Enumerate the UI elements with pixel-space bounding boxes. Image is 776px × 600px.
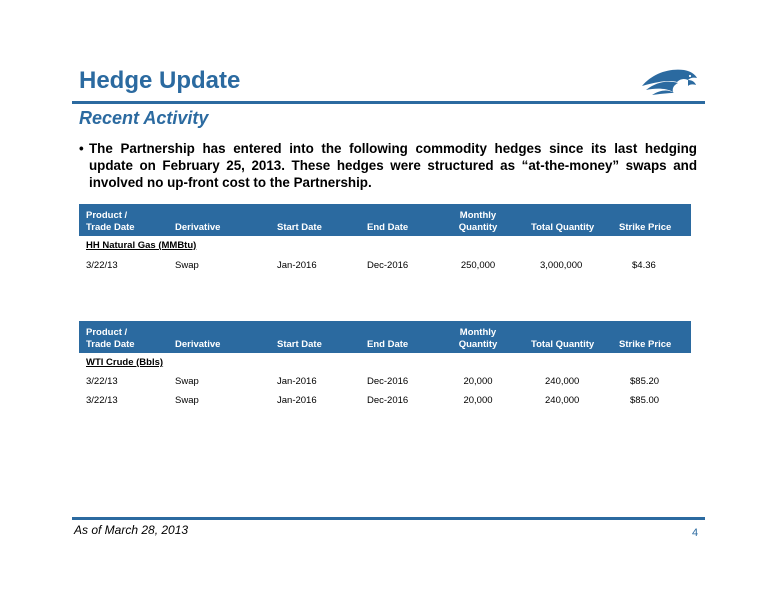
cell-end-date: Dec-2016 xyxy=(367,376,409,387)
cell-total-quantity: 3,000,000 xyxy=(540,260,583,271)
page-number: 4 xyxy=(692,527,699,539)
natural-gas-hedge-table xyxy=(79,204,691,271)
bullet-icon: • xyxy=(79,141,84,156)
cell-strike-price: $85.20 xyxy=(630,376,660,387)
cell-end-date: Dec-2016 xyxy=(367,260,409,271)
cell-start-date: Jan-2016 xyxy=(277,395,317,406)
cell-total-quantity: 240,000 xyxy=(545,376,580,387)
cell-derivative: Swap xyxy=(175,376,199,387)
table-row xyxy=(79,376,691,390)
cell-monthly-quantity: 250,000 xyxy=(460,260,496,271)
col-start-date-label: Start Date xyxy=(277,339,322,350)
col-derivative-label: Derivative xyxy=(175,339,221,350)
cell-start-date: Jan-2016 xyxy=(277,260,317,271)
section-subtitle: Recent Activity xyxy=(79,108,209,128)
col-trade-date-label: Trade Date xyxy=(86,339,135,350)
eagle-logo-icon xyxy=(640,66,698,98)
table-header xyxy=(79,204,691,236)
bullet-paragraph xyxy=(79,140,697,191)
section-label: HH Natural Gas (MMBtu) xyxy=(86,240,197,251)
col-product-label: Product / xyxy=(86,210,128,221)
col-quantity-label: Quantity xyxy=(458,339,498,350)
cell-strike-price: $4.36 xyxy=(632,260,656,271)
cell-monthly-quantity: 20,000 xyxy=(463,395,493,406)
col-total-quantity-label: Total Quantity xyxy=(531,222,595,233)
cell-trade-date: 3/22/13 xyxy=(86,376,118,387)
page-title: Hedge Update xyxy=(79,67,241,94)
cell-monthly-quantity: 20,000 xyxy=(463,376,493,387)
footer-divider xyxy=(72,517,705,520)
col-monthly-label: Monthly xyxy=(459,327,497,338)
col-strike-price-label: Strike Price xyxy=(619,222,672,233)
col-product-label: Product / xyxy=(86,327,128,338)
col-total-quantity-label: Total Quantity xyxy=(531,339,595,350)
cell-total-quantity: 240,000 xyxy=(545,395,580,406)
col-derivative-label: Derivative xyxy=(175,222,221,233)
cell-trade-date: 3/22/13 xyxy=(86,395,118,406)
crude-hedge-table xyxy=(79,321,691,406)
col-trade-date-label: Trade Date xyxy=(86,222,135,233)
table-header xyxy=(79,321,691,353)
col-end-date-label: End Date xyxy=(367,339,409,350)
as-of-date: As of March 28, 2013 xyxy=(74,523,189,537)
col-start-date-label: Start Date xyxy=(277,222,322,233)
table-row xyxy=(79,395,691,409)
table-row xyxy=(79,260,691,274)
cell-derivative: Swap xyxy=(175,395,199,406)
header-divider xyxy=(72,101,705,104)
col-monthly-label: Monthly xyxy=(459,210,497,221)
cell-end-date: Dec-2016 xyxy=(367,395,409,406)
bullet-text: The Partnership has entered into the following commodity hedges since its last hedging update on February 25, 2013. These hedges were structured as “at-the-money” swaps and involved no up-front cost to the Partnership. xyxy=(89,141,697,190)
col-strike-price-label: Strike Price xyxy=(619,339,672,350)
col-end-date-label: End Date xyxy=(367,222,409,233)
cell-trade-date: 3/22/13 xyxy=(86,260,118,271)
col-quantity-label: Quantity xyxy=(458,222,498,233)
cell-start-date: Jan-2016 xyxy=(277,376,317,387)
cell-derivative: Swap xyxy=(175,260,199,271)
section-label: WTI Crude (Bbls) xyxy=(86,357,164,368)
cell-strike-price: $85.00 xyxy=(630,395,660,406)
